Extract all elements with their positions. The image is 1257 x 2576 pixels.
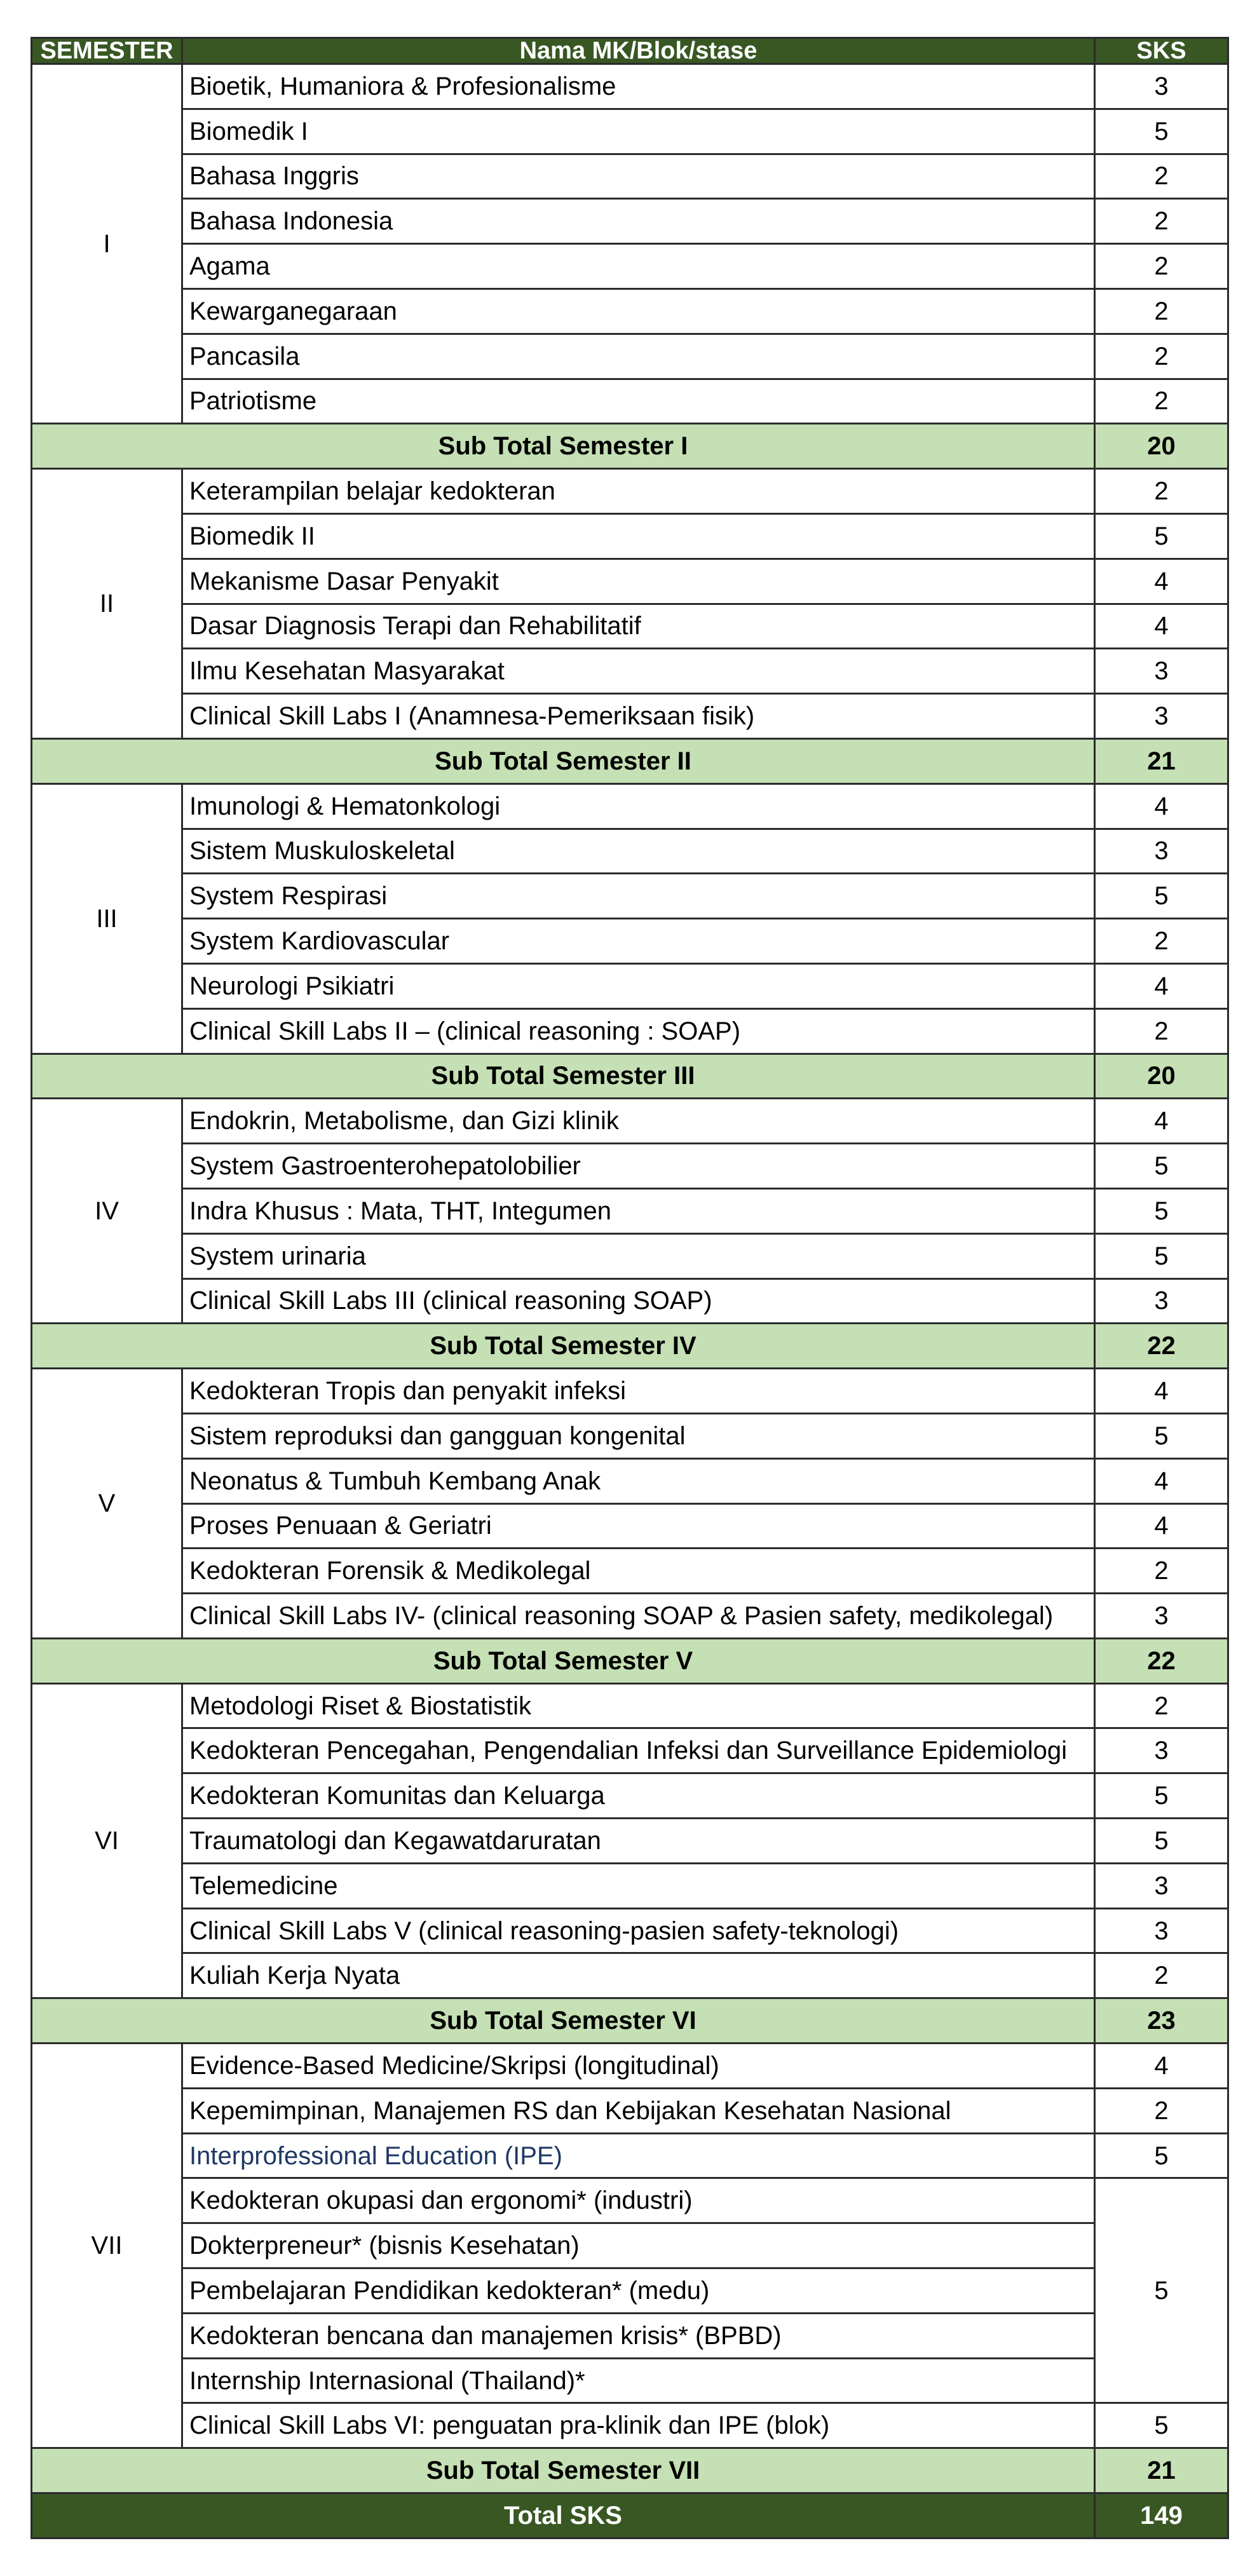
subtotal-value: 21 [1095, 2448, 1228, 2493]
subtotal-label: Sub Total Semester VI [32, 1998, 1095, 2044]
header-course-name: Nama MK/Blok/stase [182, 38, 1095, 64]
course-sks: 3 [1095, 649, 1228, 694]
course-sks: 3 [1095, 1728, 1228, 1773]
course-sks: 3 [1095, 1863, 1228, 1908]
course-sks: 5 [1095, 109, 1228, 154]
subtotal-row [32, 2448, 1228, 2493]
course-name: Bioetik, Humaniora & Profesionalisme [182, 64, 1095, 109]
table-row [32, 2044, 1228, 2089]
table-row [32, 1953, 1228, 1998]
header-semester: SEMESTER [32, 38, 182, 64]
semester-label: V [32, 1369, 182, 1639]
header-row [32, 38, 1228, 64]
course-name: Interprofessional Education (IPE) [182, 2133, 1095, 2178]
course-sks: 3 [1095, 829, 1228, 874]
course-sks: 2 [1095, 1683, 1228, 1728]
course-sks: 2 [1095, 334, 1228, 379]
table-row [32, 1144, 1228, 1189]
course-sks: 2 [1095, 154, 1228, 199]
course-sks: 2 [1095, 379, 1228, 424]
course-name: Clinical Skill Labs V (clinical reasoning-pasien safety-teknologi) [182, 1908, 1095, 1953]
course-name: Kedokteran Tropis dan penyakit infeksi [182, 1369, 1095, 1414]
course-name: Kedokteran Forensik & Medikolegal [182, 1549, 1095, 1594]
semester-label: I [32, 64, 182, 424]
course-name: Dokterpreneur* (bisnis Kesehatan) [182, 2223, 1095, 2268]
course-sks: 5 [1095, 2178, 1228, 2403]
table-row [32, 288, 1228, 334]
course-name: Kedokteran okupasi dan ergonomi* (industri) [182, 2178, 1095, 2223]
table-row [32, 604, 1228, 649]
table-row [32, 154, 1228, 199]
course-sks: 4 [1095, 1458, 1228, 1503]
table-row [32, 379, 1228, 424]
subtotal-row [32, 1324, 1228, 1369]
subtotal-row [32, 738, 1228, 783]
course-name: Clinical Skill Labs III (clinical reasoning SOAP) [182, 1278, 1095, 1324]
course-name: Clinical Skill Labs I (Anamnesa-Pemeriksaan fisik) [182, 694, 1095, 739]
course-sks: 4 [1095, 1099, 1228, 1144]
table-row [32, 1458, 1228, 1503]
course-sks: 4 [1095, 2044, 1228, 2089]
course-name: Clinical Skill Labs IV- (clinical reasoning SOAP & Pasien safety, medikolegal) [182, 1594, 1095, 1639]
course-sks: 5 [1095, 1413, 1228, 1458]
subtotal-value: 22 [1095, 1324, 1228, 1369]
course-name: System Kardiovascular [182, 919, 1095, 964]
course-name: Clinical Skill Labs VI: penguatan pra-klinik dan IPE (blok) [182, 2403, 1095, 2448]
course-name: Proses Penuaan & Geriatri [182, 1503, 1095, 1549]
table-row [32, 2403, 1228, 2448]
table-row [32, 2178, 1228, 2223]
table-row [32, 1908, 1228, 1953]
course-sks: 4 [1095, 559, 1228, 604]
table-row [32, 1819, 1228, 1864]
course-name: Clinical Skill Labs II – (clinical reasoning : SOAP) [182, 1008, 1095, 1054]
course-sks: 2 [1095, 919, 1228, 964]
course-name: Kedokteran bencana dan manajemen krisis* (BPBD) [182, 2313, 1095, 2358]
course-sks: 2 [1095, 1953, 1228, 1998]
table-row [32, 783, 1228, 829]
course-name: Metodologi Riset & Biostatistik [182, 1683, 1095, 1728]
course-name: Kedokteran Pencegahan, Pengendalian Infeksi dan Surveillance Epidemiologi [182, 1728, 1095, 1773]
course-sks: 4 [1095, 604, 1228, 649]
course-name: Indra Khusus : Mata, THT, Integumen [182, 1188, 1095, 1233]
table-row [32, 1008, 1228, 1054]
table-row [32, 649, 1228, 694]
subtotal-value: 20 [1095, 1054, 1228, 1099]
course-sks: 4 [1095, 963, 1228, 1008]
course-sks: 5 [1095, 1188, 1228, 1233]
table-row [32, 1188, 1228, 1233]
course-name: System Gastroenterohepatolobilier [182, 1144, 1095, 1189]
course-name: Patriotisme [182, 379, 1095, 424]
course-sks: 2 [1095, 288, 1228, 334]
subtotal-label: Sub Total Semester I [32, 424, 1095, 469]
course-sks: 4 [1095, 783, 1228, 829]
course-sks: 5 [1095, 1773, 1228, 1819]
course-sks: 5 [1095, 2133, 1228, 2178]
table-row [32, 2358, 1228, 2403]
table-row [32, 2088, 1228, 2133]
course-sks: 3 [1095, 64, 1228, 109]
course-name: Neurologi Psikiatri [182, 963, 1095, 1008]
course-name: Bahasa Inggris [182, 154, 1095, 199]
course-sks: 5 [1095, 1233, 1228, 1278]
subtotal-value: 20 [1095, 424, 1228, 469]
table-row [32, 694, 1228, 739]
course-name: Traumatologi dan Kegawatdaruratan [182, 1819, 1095, 1864]
course-sks: 2 [1095, 1549, 1228, 1594]
course-name: Mekanisme Dasar Penyakit [182, 559, 1095, 604]
course-name: Agama [182, 244, 1095, 289]
course-sks: 5 [1095, 1144, 1228, 1189]
course-name: Telemedicine [182, 1863, 1095, 1908]
semester-label: III [32, 783, 182, 1054]
table-row [32, 1369, 1228, 1414]
course-name: System urinaria [182, 1233, 1095, 1278]
subtotal-label: Sub Total Semester III [32, 1054, 1095, 1099]
course-sks: 2 [1095, 2088, 1228, 2133]
total-row [32, 2493, 1228, 2539]
course-sks: 2 [1095, 199, 1228, 244]
semester-label: VI [32, 1683, 182, 1998]
course-name: Biomedik I [182, 109, 1095, 154]
subtotal-row [32, 1054, 1228, 1099]
course-name: Endokrin, Metabolisme, dan Gizi klinik [182, 1099, 1095, 1144]
course-name: Kuliah Kerja Nyata [182, 1953, 1095, 1998]
table-row [32, 1233, 1228, 1278]
semester-label: VII [32, 2044, 182, 2448]
course-name: Evidence-Based Medicine/Skripsi (longitudinal) [182, 2044, 1095, 2089]
subtotal-value: 21 [1095, 738, 1228, 783]
course-name: Bahasa Indonesia [182, 199, 1095, 244]
course-name: Kewarganegaraan [182, 288, 1095, 334]
curriculum-table [31, 37, 1229, 2539]
table-row [32, 963, 1228, 1008]
table-row [32, 1413, 1228, 1458]
course-sks: 5 [1095, 513, 1228, 559]
table-row [32, 1549, 1228, 1594]
table-row [32, 334, 1228, 379]
course-name: Sistem Muskuloskeletal [182, 829, 1095, 874]
table-row [32, 1728, 1228, 1773]
table-row [32, 513, 1228, 559]
table-row [32, 2268, 1228, 2314]
course-sks: 5 [1095, 874, 1228, 919]
subtotal-row [32, 1998, 1228, 2044]
table-row [32, 109, 1228, 154]
course-name: Internship Internasional (Thailand)* [182, 2358, 1095, 2403]
table-row [32, 829, 1228, 874]
semester-label: IV [32, 1099, 182, 1324]
table-body [32, 64, 1228, 2539]
course-name: Keterampilan belajar kedokteran [182, 469, 1095, 514]
table-row [32, 469, 1228, 514]
course-sks: 3 [1095, 1908, 1228, 1953]
header-sks: SKS [1095, 38, 1228, 64]
table-row [32, 874, 1228, 919]
subtotal-label: Sub Total Semester II [32, 738, 1095, 783]
course-name: Kepemimpinan, Manajemen RS dan Kebijakan Kesehatan Nasional [182, 2088, 1095, 2133]
semester-label: II [32, 469, 182, 739]
course-sks: 4 [1095, 1503, 1228, 1549]
course-sks: 3 [1095, 694, 1228, 739]
course-sks: 2 [1095, 469, 1228, 514]
subtotal-row [32, 1638, 1228, 1683]
total-label: Total SKS [32, 2493, 1095, 2539]
subtotal-value: 23 [1095, 1998, 1228, 2044]
table-row [32, 1683, 1228, 1728]
table-row [32, 2313, 1228, 2358]
table-row [32, 1773, 1228, 1819]
table-row [32, 559, 1228, 604]
total-value: 149 [1095, 2493, 1228, 2539]
course-name: Dasar Diagnosis Terapi dan Rehabilitatif [182, 604, 1095, 649]
course-name: Neonatus & Tumbuh Kembang Anak [182, 1458, 1095, 1503]
subtotal-value: 22 [1095, 1638, 1228, 1683]
subtotal-label: Sub Total Semester IV [32, 1324, 1095, 1369]
course-name: Sistem reproduksi dan gangguan kongenital [182, 1413, 1095, 1458]
course-sks: 3 [1095, 1278, 1228, 1324]
table-row [32, 1594, 1228, 1639]
subtotal-label: Sub Total Semester V [32, 1638, 1095, 1683]
subtotal-label: Sub Total Semester VII [32, 2448, 1095, 2493]
table-row [32, 2133, 1228, 2178]
table-row [32, 1503, 1228, 1549]
course-name: Kedokteran Komunitas dan Keluarga [182, 1773, 1095, 1819]
table-row [32, 199, 1228, 244]
table-row [32, 1863, 1228, 1908]
table-header [32, 38, 1228, 64]
course-name: Imunologi & Hematonkologi [182, 783, 1095, 829]
course-name: Pancasila [182, 334, 1095, 379]
course-sks: 4 [1095, 1369, 1228, 1414]
course-sks: 5 [1095, 2403, 1228, 2448]
course-name: Pembelajaran Pendidikan kedokteran* (medu) [182, 2268, 1095, 2314]
table-row [32, 64, 1228, 109]
subtotal-row [32, 424, 1228, 469]
course-sks: 3 [1095, 1594, 1228, 1639]
table-row [32, 1278, 1228, 1324]
table-row [32, 919, 1228, 964]
course-sks: 2 [1095, 1008, 1228, 1054]
table-row [32, 2223, 1228, 2268]
course-name: System Respirasi [182, 874, 1095, 919]
course-name: Ilmu Kesehatan Masyarakat [182, 649, 1095, 694]
course-sks: 5 [1095, 1819, 1228, 1864]
table-row [32, 1099, 1228, 1144]
course-name: Biomedik II [182, 513, 1095, 559]
course-sks: 2 [1095, 244, 1228, 289]
table-row [32, 244, 1228, 289]
